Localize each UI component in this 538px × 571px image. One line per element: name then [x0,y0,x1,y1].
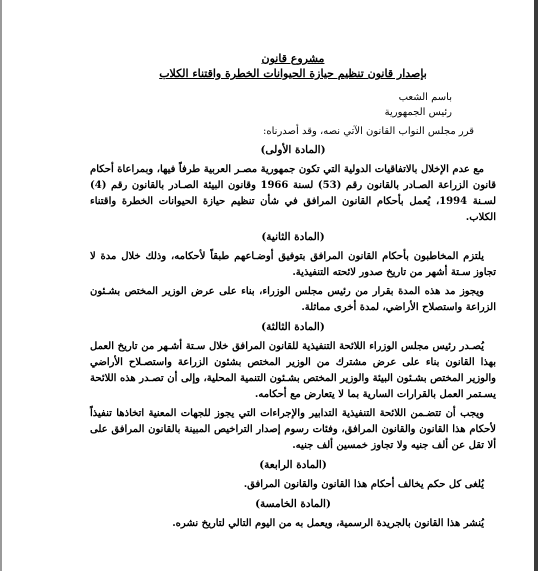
article-2-heading: (المادة الثانية) [261,231,325,243]
preamble: قرر مجلس النواب القانون الآتي نصه، وقد أصدرناه: [263,126,474,137]
document-body [90,52,496,532]
article-5-paragraph-1: يُنشر هذا القانون بالجريدة الرسمية، ويعمل به من اليوم التالي لتاريخ نشره. [172,518,484,529]
document-subtitle: بإصدار قانون تنظيم حيازة الحيوانات الخطرة واقتناء الكلاب [159,67,427,80]
article-5-heading: (المادة الخامسة) [255,498,331,510]
article-4-paragraph-1: يُلغى كل حكم يخالف أحكام هذا القانون والقانون المرافق. [243,479,484,490]
article-3-paragraph-2: ويجب أن تتضـمن اللائحة التنفيذية التدابير والإجراءات التي يجوز للجهات المعنية اتخاذها تنفيذاً لأحكام هذا القانون والقانون المرافق، وفئات رسوم إصدار التراخيص المبينة بالقانون المرافق على ألا تقل عن ألف جنيه ولا تجاوز خمسين ألف جنيه. [90,408,496,451]
in-name-line: باسم الشعب [398,92,452,103]
document-title: مشروع قانون [261,52,325,65]
article-2-paragraph-2: ويجوز مد هذه المدة بقرار من رئيس مجلس الوزراء، بناء على عرض الوزير المختص بشـئون الزراعة واستصلاح الأراضي، لمدة أخرى مماثلة. [90,286,496,313]
article-4-heading: (المادة الرابعة) [259,459,327,471]
article-1-heading: (المادة الأولى) [260,144,326,156]
article-3-heading: (المادة الثالثة) [261,321,325,333]
article-1-paragraph-1: مع عدم الإخلال بالاتفاقيات الدولية التي تكون جمهورية مصـر العربية طرفاً فيها، وبمراعاة أحكام قانون الزراعة الصـادر بالقانون رقم (53) لسنة 1966 وقانون البيئة الصـادر بالقانون رقم (4) لسـنة 1994، يُعمل بأحكام القانون المرافق في شأن تنظيم حيازة الحيوانات الخطرة واقتناء الكلاب. [90,164,496,223]
article-2-paragraph-1: يلتزم المخاطبون بأحكام القانون المرافق بتوفيق أوضـاعهم طبقاً لأحكامه، وذلك خلال مدة لا تجاوز سـتة أشهر من تاريخ صدور لائحته التنفيذية. [90,251,496,278]
president-line: رئيس الجمهورية [384,107,452,118]
article-3-paragraph-1: يُصـدر رئيس مجلس الوزراء اللائحة التنفيذية للقانون المرافق خلال سـتة أشـهر من تاريخ العمل بهذا القانون بناء على عرض مشترك من الوزير المختص بشئون الزراعة واستصـلاح الأراضي والوزير المختص بشـئون البيئة والوزير المختص بشـئون التنمية المحلية، وإلى أن تصـدر هذه اللائحة يسـتمر العمل بالقرارات السارية بما لا يتعارض مع أحكامه. [90,341,496,400]
